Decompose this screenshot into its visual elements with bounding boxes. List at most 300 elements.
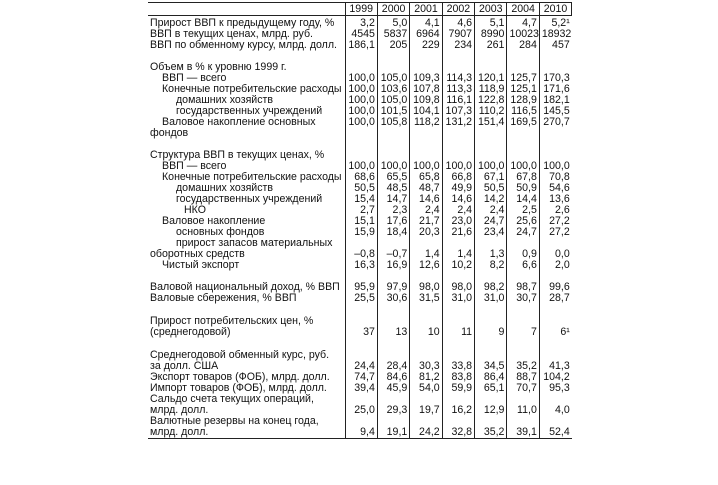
value-cell: 25,6 [507,216,539,227]
row-label: НКО [184,205,206,216]
value-cell: 31,0 [475,293,507,304]
value-cell: 68,6 [345,172,377,183]
row-label: за долл. США [150,361,219,372]
value-cell: 34,5 [475,361,507,372]
value-cell: 171,6 [539,84,571,95]
value-cell: 24,7 [507,227,539,238]
value-cell [410,271,442,282]
value-cell: 100,0 [345,95,377,106]
row-label: основных фондов [176,227,265,238]
value-cell: 151,4 [475,117,507,128]
value-cell: 19,1 [377,427,409,439]
value-cell [507,238,539,249]
value-cell: 31,0 [442,293,474,304]
value-cell [442,350,474,361]
value-cell [475,62,507,73]
value-cell: 100,0 [377,161,409,172]
value-cell: 122,8 [475,95,507,106]
value-cell [377,139,409,150]
value-cell [507,51,539,62]
value-cell [507,304,539,316]
value-cell [507,316,539,327]
row-label: государственных учреждений [176,106,323,117]
value-cell: 21,6 [442,227,474,238]
value-cell: 45,9 [377,383,409,394]
value-cell [475,350,507,361]
value-cell: 99,6 [539,282,571,293]
value-cell [475,338,507,350]
value-cell: 30,7 [507,293,539,304]
row-label: домашних хозяйств [176,183,273,194]
table-row [148,51,572,62]
value-cell [345,394,377,405]
row-label: домашних хозяйств [176,95,273,106]
value-cell [377,150,409,161]
row-label: Валютные резервы на конец года, [150,416,319,427]
value-cell: 120,1 [475,73,507,84]
value-cell: 54,6 [539,183,571,194]
value-cell: 16,9 [377,260,409,271]
value-cell: 27,2 [539,216,571,227]
table-row [148,172,572,183]
value-cell [345,62,377,73]
value-cell: 31,5 [410,293,442,304]
value-cell: 84,6 [377,372,409,383]
value-cell: –0,7 [377,249,409,260]
value-cell: 261 [475,40,507,51]
value-cell: 50,9 [507,183,539,194]
value-cell: 114,3 [442,73,474,84]
row-label: Валовое накопление [162,216,266,227]
value-cell: 70,8 [539,172,571,183]
value-cell [539,51,571,62]
value-cell: 39,1 [507,427,539,439]
table-row [148,95,572,106]
table-row [148,40,572,51]
value-cell: 229 [410,40,442,51]
table-row [148,338,572,350]
value-cell [539,316,571,327]
table-row [148,361,572,372]
value-cell: 128,9 [507,95,539,106]
table-row [148,216,572,227]
value-cell: 457 [539,40,571,51]
value-cell: 284 [507,40,539,51]
table-row [148,29,572,40]
value-cell: 100,0 [345,117,377,128]
value-cell [377,304,409,316]
value-cell: 125,7 [507,73,539,84]
year-header: 2003 [475,3,507,16]
row-label [148,139,345,150]
value-cell [345,139,377,150]
table-row [148,293,572,304]
value-cell: 27,2 [539,227,571,238]
value-cell: 169,5 [507,117,539,128]
value-cell: 70,7 [507,383,539,394]
table-row [148,271,572,282]
value-cell: 4,1 [410,16,442,30]
row-label: млрд. долл. [150,405,209,416]
value-cell: 100,0 [345,73,377,84]
value-cell: 2,3 [377,205,409,216]
value-cell: 98,7 [507,282,539,293]
value-cell: 13,6 [539,194,571,205]
value-cell: 95,3 [539,383,571,394]
value-cell: 4,0 [539,405,571,416]
value-cell: 18932 [539,29,571,40]
value-cell [410,316,442,327]
value-cell: 28,7 [539,293,571,304]
value-cell [442,394,474,405]
value-cell [475,238,507,249]
value-cell: 14,6 [410,194,442,205]
value-cell: 98,0 [410,282,442,293]
value-cell: 50,5 [475,183,507,194]
value-cell: 2,6 [539,205,571,216]
value-cell: 54,0 [410,383,442,394]
value-cell: 14,4 [507,194,539,205]
value-cell [539,139,571,150]
value-cell: 186,1 [345,40,377,51]
value-cell: 10,2 [442,260,474,271]
value-cell: 105,0 [377,95,409,106]
value-cell: 110,2 [475,106,507,117]
value-cell: 29,3 [377,405,409,416]
value-cell [539,416,571,427]
value-cell [475,150,507,161]
value-cell: 104,2 [539,372,571,383]
value-cell [345,238,377,249]
row-label: ВВП по обменному курсу, млрд. долл. [150,40,337,51]
value-cell [410,394,442,405]
year-header: 2010 [539,3,571,16]
row-label: Сальдо счета текущих операций, [150,394,314,405]
value-cell: 95,9 [345,282,377,293]
table-row [148,327,572,338]
value-cell: 12,9 [475,405,507,416]
value-cell: 48,7 [410,183,442,194]
value-cell [410,139,442,150]
value-cell [475,304,507,316]
value-cell: 67,1 [475,172,507,183]
value-cell: 35,2 [475,427,507,439]
value-cell [475,139,507,150]
value-cell [377,416,409,427]
value-cell [410,150,442,161]
value-cell: 145,5 [539,106,571,117]
table-row [148,383,572,394]
value-cell: 125,1 [507,84,539,95]
value-cell [442,51,474,62]
value-cell: 116,1 [442,95,474,106]
row-label: оборотных средств [150,249,245,260]
row-label: млрд. долл. [148,427,345,439]
value-cell: 7907 [442,29,474,40]
value-cell [442,304,474,316]
value-cell [442,62,474,73]
value-cell: 65,8 [410,172,442,183]
value-cell [410,304,442,316]
value-cell [475,271,507,282]
value-cell: 5837 [377,29,409,40]
value-cell: 131,2 [442,117,474,128]
value-cell [345,316,377,327]
value-cell: 182,1 [539,95,571,106]
gdp-statistics-table [148,2,572,439]
row-label: Объем в % к уровню 1999 г. [150,62,287,73]
table-row [148,62,572,73]
value-cell: 109,3 [410,73,442,84]
table-row [148,139,572,150]
row-label: Валовой национальный доход, % ВВП [150,282,340,293]
value-cell: 100,0 [475,161,507,172]
value-cell: 65,5 [377,172,409,183]
value-cell [377,316,409,327]
value-cell: 17,6 [377,216,409,227]
value-cell [507,150,539,161]
value-cell: 14,2 [475,194,507,205]
value-cell [442,139,474,150]
value-cell [475,394,507,405]
row-label: Валовое накопление основных [162,117,316,128]
value-cell: 170,3 [539,73,571,84]
value-cell: 2,7 [345,205,377,216]
value-cell: 8990 [475,29,507,40]
value-cell: 12,6 [410,260,442,271]
value-cell: 16,3 [345,260,377,271]
value-cell: 25,5 [345,293,377,304]
row-label [148,338,345,350]
value-cell: 100,0 [345,84,377,95]
value-cell [507,394,539,405]
value-cell: 83,8 [442,372,474,383]
value-cell [410,128,442,139]
table-row [148,260,572,271]
value-cell: 59,9 [442,383,474,394]
table-row [148,350,572,361]
value-cell: 52,4 [539,427,571,439]
value-cell [345,416,377,427]
year-header: 1999 [345,3,377,16]
row-label: Прирост ВВП к предыдущему году, % [150,17,335,29]
value-cell: 103,6 [377,84,409,95]
year-header: 2004 [507,3,539,16]
value-cell: 97,9 [377,282,409,293]
value-cell: 100,0 [539,161,571,172]
value-cell [345,150,377,161]
value-cell: 98,0 [442,282,474,293]
value-cell [442,128,474,139]
value-cell: 9,4 [345,427,377,439]
value-cell: 24,4 [345,361,377,372]
row-label: (среднегодовой) [150,327,231,338]
value-cell: 105,8 [377,117,409,128]
year-header: 2001 [410,3,442,16]
table-row [148,394,572,405]
value-cell [410,62,442,73]
value-cell [539,338,571,350]
row-label: Валовые сбережения, % ВВП [150,293,297,304]
value-cell: 88,7 [507,372,539,383]
value-cell: 33,8 [442,361,474,372]
value-cell [377,51,409,62]
value-cell: 23,4 [475,227,507,238]
value-cell [507,338,539,350]
value-cell [539,128,571,139]
value-cell [539,62,571,73]
value-cell [377,350,409,361]
value-cell [539,150,571,161]
value-cell: 234 [442,40,474,51]
value-cell: 8,2 [475,260,507,271]
value-cell [475,416,507,427]
value-cell: 9 [475,327,507,338]
table-row [148,73,572,84]
value-cell: 107,3 [442,106,474,117]
value-cell: 81,2 [410,372,442,383]
value-cell: 100,0 [507,161,539,172]
value-cell: 23,0 [442,216,474,227]
value-cell: 28,4 [377,361,409,372]
value-cell: 1,4 [410,249,442,260]
value-cell [410,416,442,427]
value-cell [539,238,571,249]
value-cell: 5,0 [377,16,409,30]
value-cell: 118,9 [475,84,507,95]
row-label [148,304,345,316]
value-cell: 1,3 [475,249,507,260]
table-row [148,427,572,439]
value-cell [475,51,507,62]
value-cell [410,350,442,361]
value-cell: 100,0 [410,161,442,172]
value-cell: 4,7 [507,16,539,30]
value-cell: 100,0 [345,161,377,172]
value-cell [377,238,409,249]
value-cell: 2,4 [442,205,474,216]
row-label: Структура ВВП в текущих ценах, % [150,150,325,161]
table-row [148,161,572,172]
table-body [148,16,572,439]
value-cell [539,394,571,405]
table-row [148,304,572,316]
value-cell [475,316,507,327]
value-cell: 66,8 [442,172,474,183]
row-label: Чистый экспорт [162,260,240,271]
value-cell: 65,1 [475,383,507,394]
table-row [148,117,572,128]
value-cell: 6,6 [507,260,539,271]
value-cell [377,394,409,405]
row-label: государственных учреждений [176,194,323,205]
value-cell: 20,3 [410,227,442,238]
value-cell [442,150,474,161]
value-cell: 98,2 [475,282,507,293]
statistics-table-container [148,2,572,439]
value-cell: 49,9 [442,183,474,194]
value-cell [507,350,539,361]
value-cell [442,416,474,427]
value-cell: 0,0 [539,249,571,260]
value-cell [442,338,474,350]
value-cell: 24,7 [475,216,507,227]
value-cell: 15,9 [345,227,377,238]
table-row [148,416,572,427]
value-cell [345,271,377,282]
value-cell: 11,0 [507,405,539,416]
value-cell: 5,2¹ [539,16,571,30]
table-row [148,194,572,205]
table-row [148,249,572,260]
value-cell: 0,9 [507,249,539,260]
table-row [148,227,572,238]
value-cell: 3,2 [345,16,377,30]
row-label: ВВП — всего [162,161,227,172]
value-cell: 18,4 [377,227,409,238]
table-row [148,16,572,30]
value-cell: 24,2 [410,427,442,439]
value-cell: 50,5 [345,183,377,194]
value-cell [377,338,409,350]
value-cell [442,238,474,249]
value-cell: 16,2 [442,405,474,416]
value-cell: 5,1 [475,16,507,30]
table-row [148,282,572,293]
value-cell: 205 [377,40,409,51]
value-cell: 104,1 [410,106,442,117]
row-label: Конечные потребительские расходы [162,172,342,183]
value-cell [345,338,377,350]
value-cell: 48,5 [377,183,409,194]
value-cell: 19,7 [410,405,442,416]
row-label: ВВП в текущих ценах, млрд. руб. [150,29,313,40]
value-cell: 4,6 [442,16,474,30]
value-cell: 2,4 [410,205,442,216]
table-row [148,106,572,117]
value-cell [507,62,539,73]
value-cell: 10023 [507,29,539,40]
value-cell: 10 [410,327,442,338]
value-cell: 7 [507,327,539,338]
value-cell: 30,6 [377,293,409,304]
table-row [148,128,572,139]
row-label [148,51,345,62]
value-cell: 35,2 [507,361,539,372]
row-label: ВВП — всего [162,73,227,84]
value-cell: –0,8 [345,249,377,260]
value-cell [475,128,507,139]
value-cell: 2,4 [475,205,507,216]
value-cell: 32,8 [442,427,474,439]
value-cell [442,316,474,327]
value-cell [345,304,377,316]
value-cell [539,304,571,316]
value-cell [410,338,442,350]
table-row [148,405,572,416]
row-label: фондов [150,128,189,139]
value-cell: 13 [377,327,409,338]
table-row [148,205,572,216]
value-cell: 105,0 [377,73,409,84]
value-cell: 86,4 [475,372,507,383]
value-cell: 109,8 [410,95,442,106]
value-cell [507,128,539,139]
table-row [148,372,572,383]
value-cell [345,51,377,62]
value-cell: 15,1 [345,216,377,227]
year-header: 2002 [442,3,474,16]
